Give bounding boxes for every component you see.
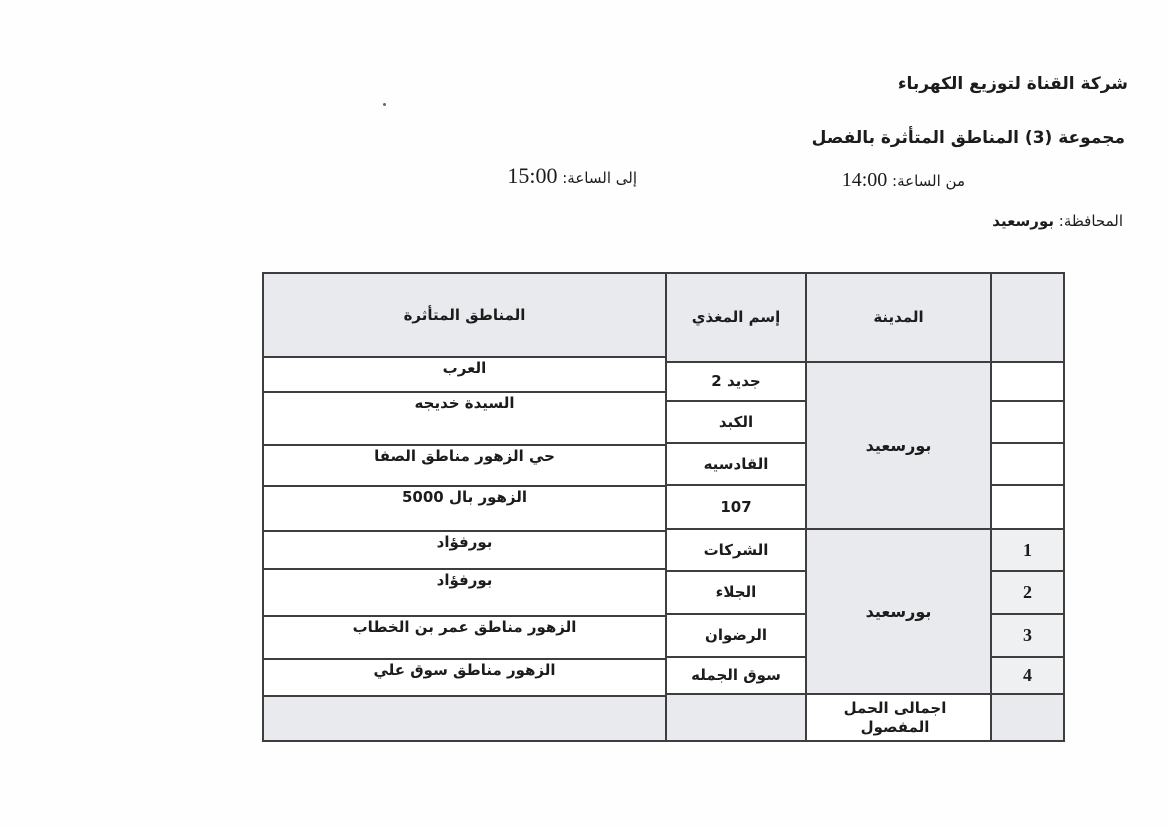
- area-cell: الزهور مناطق سوق علي: [264, 660, 665, 697]
- governorate-line: [992, 212, 1123, 230]
- time-from-label: من الساعة:: [892, 172, 965, 190]
- city-group-cell: بورسعيد: [807, 363, 990, 530]
- city-group-cell: بورسعيد: [807, 530, 990, 695]
- column-row-number: [990, 274, 1063, 740]
- area-cell: الزهور مناطق عمر بن الخطاب: [264, 617, 665, 660]
- footer-feeder-cell: [667, 695, 805, 740]
- time-to-value: 15:00: [507, 163, 558, 188]
- feeder-cell: القادسيه: [667, 444, 805, 486]
- feeder-cell: الجلاء: [667, 572, 805, 615]
- feeder-cell: سوق الجمله: [667, 658, 805, 695]
- row-number-cell: 2: [992, 572, 1063, 615]
- footer-index-cell: [992, 695, 1063, 740]
- area-cell: بورفؤاد: [264, 570, 665, 617]
- footer-areas-cell: [264, 697, 665, 740]
- header-affected-areas: المناطق المتأثرة: [264, 274, 665, 358]
- area-cell: حي الزهور مناطق الصفا: [264, 446, 665, 487]
- area-cell: السيدة خديجه: [264, 393, 665, 446]
- header-row-number: [992, 274, 1063, 363]
- scan-artifact-dot: [383, 103, 386, 106]
- feeder-cell: الرضوان: [667, 615, 805, 658]
- row-number-cell: 1: [992, 530, 1063, 572]
- column-feeder-name: [665, 274, 805, 740]
- feeder-cell: جديد 2: [667, 363, 805, 402]
- row-number-cell: 4: [992, 658, 1063, 695]
- total-load-label: اجمالى الحمل المفصول: [807, 695, 990, 740]
- governorate-value: بورسعيد: [992, 212, 1054, 230]
- column-affected-areas: [264, 274, 665, 740]
- time-from-value: 14:00: [841, 169, 888, 191]
- row-number-cell: [992, 444, 1063, 486]
- row-number-cell: [992, 486, 1063, 530]
- area-cell: الزهور بال 5000: [264, 487, 665, 532]
- company-title: شركة القناة لتوزيع الكهرباء: [897, 74, 1128, 94]
- area-cell: بورفؤاد: [264, 532, 665, 570]
- area-cell: العرب: [264, 358, 665, 393]
- time-to: [507, 163, 637, 189]
- time-to-label: إلى الساعة:: [562, 169, 637, 187]
- row-number-cell: [992, 363, 1063, 402]
- feeder-cell: الكبد: [667, 402, 805, 444]
- column-city: [805, 274, 990, 740]
- time-from: [842, 169, 965, 192]
- row-number-cell: 3: [992, 615, 1063, 658]
- outage-table: [262, 272, 1065, 742]
- group-subtitle: مجموعة (3) المناطق المتأثرة بالفصل: [811, 128, 1125, 148]
- header-city: المدينة: [807, 274, 990, 363]
- row-number-cell: [992, 402, 1063, 444]
- feeder-cell: الشركات: [667, 530, 805, 572]
- feeder-cell: 107: [667, 486, 805, 530]
- governorate-label: المحافظة:: [1058, 212, 1123, 230]
- header-feeder-name: إسم المغذي: [667, 274, 805, 363]
